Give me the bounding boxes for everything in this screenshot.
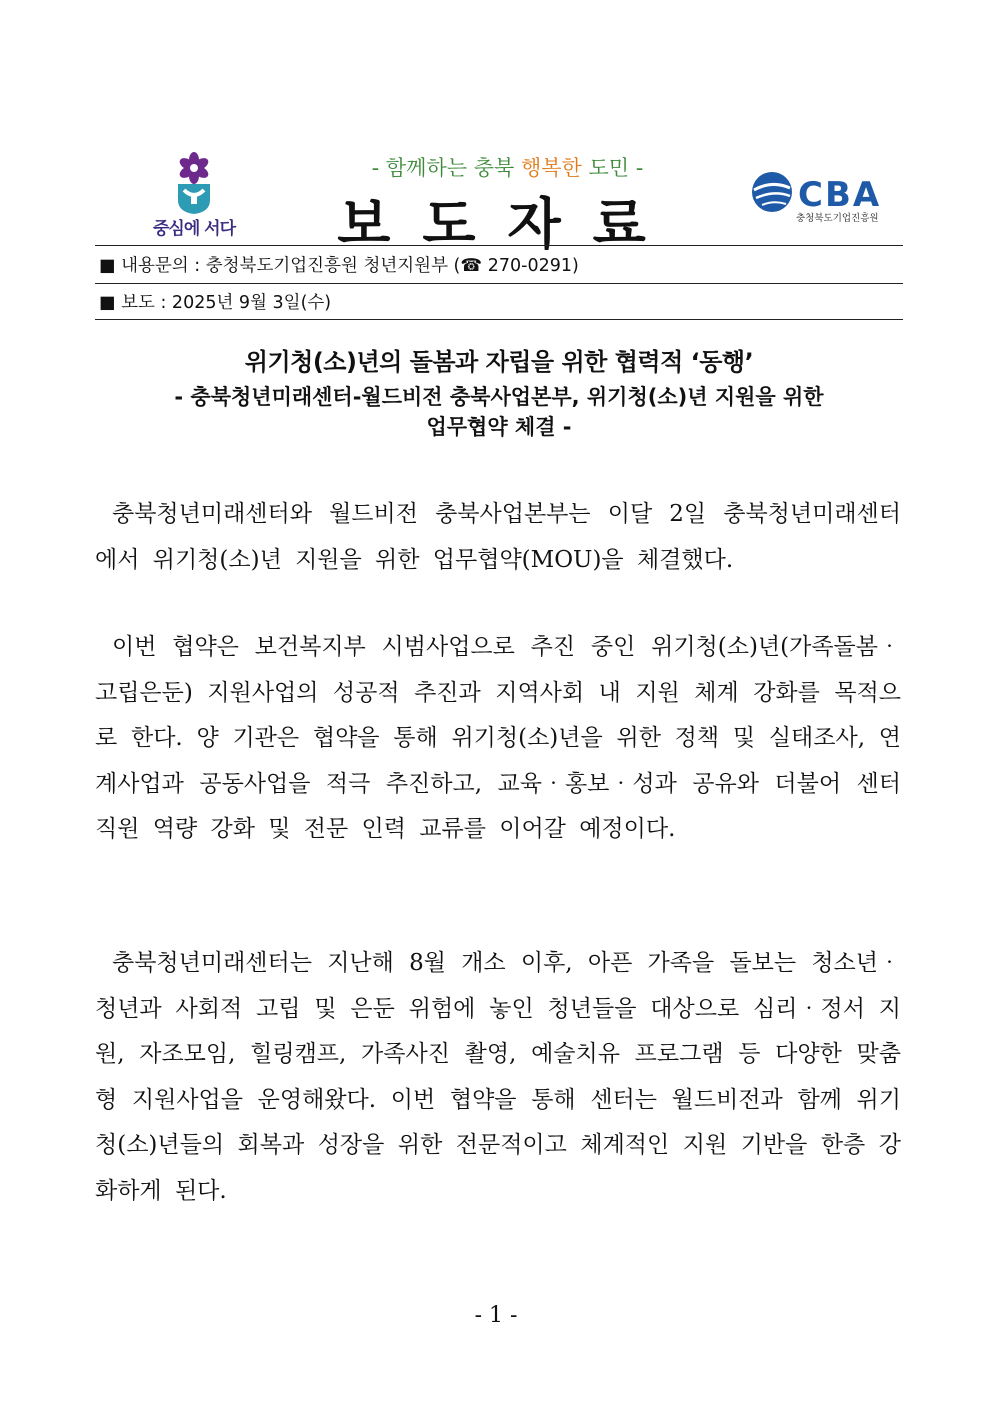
logo-caption: 중심에 서다 (152, 219, 236, 239)
page-title: 보도자료 (337, 191, 678, 256)
divider (95, 319, 903, 320)
body-paragraph-3: 충북청년미래센터는 지난해 8월 개소 이후, 아픈 가족을 돌보는 청소년‧청년과 사회적 고립 및 은둔 위험에 놓인 청년들을 대상으로 심리‧정서 지원, 자조모임, 힐링캠프, 가족사진 촬영, 예술치유 프로그램 등 다양한 맞춤형 지원사업을 운영해왔다. 이번 협약을 통해 센터는 월드비전과 함께 위기청(소)년들의 회복과 성장을 위한 전문적이고 체계적인 지원 기반을 한층 강화하게 된다. (95, 950, 901, 1204)
headline: 위기청(소)년의 돌봄과 자립을 위한 협력적 ‘동행’ (244, 348, 754, 376)
slogan (300, 152, 715, 182)
subheadline-line-1: - 충북청년미래센터-월드비전 충북사업본부, 위기청(소)년 지원을 위한 (174, 385, 824, 409)
divider (95, 245, 903, 246)
body-paragraph-1: 충북청년미래센터와 월드비전 충북사업본부는 이달 2일 충북청년미래센터에서 위기청(소)년 지원을 위한 업무협약(MOU)을 체결했다. (95, 501, 901, 573)
body-paragraph-2: 이번 협약은 보건복지부 시범사업으로 추진 중인 위기청(소)년(가족돌봄‧고립은둔) 지원사업의 성공적 추진과 지역사회 내 지원 체계 강화를 목적으로 한다. 양 기관은 협약을 통해 위기청(소)년을 위한 정책 및 실태조사, 연계사업과 공동사업을 적극 추진하고, 교육‧홍보‧성과 공유와 더불어 센터 직원 역량 강화 및 전문 인력 교류를 이어갈 예정이다. (95, 634, 901, 842)
cba-globe-icon (748, 170, 908, 212)
contact-line: ■ 내용문의 : 충청북도기업진흥원 청년지원부 (☎ 270-0291) (99, 256, 579, 276)
divider (95, 283, 903, 284)
chungbuk-emblem-icon (148, 150, 240, 216)
release-date-line: ■ 보도 : 2025년 9월 3일(수) (99, 293, 332, 313)
slogan-suffix: 도민 - (581, 156, 644, 180)
chungbuk-logo (148, 150, 240, 242)
subheadline (95, 382, 903, 442)
cba-logo-subtitle: 충청북도기업진흥원 (796, 213, 879, 224)
page-number: - 1 - (474, 1303, 518, 1328)
subheadline-line-2: 업무협약 체결 - (426, 415, 572, 439)
cba-logo (748, 170, 908, 230)
slogan-highlight: 행복한 (520, 156, 582, 180)
cba-logo-text: CBA (798, 175, 882, 212)
slogan-prefix: - 함께하는 충북 (371, 156, 521, 180)
